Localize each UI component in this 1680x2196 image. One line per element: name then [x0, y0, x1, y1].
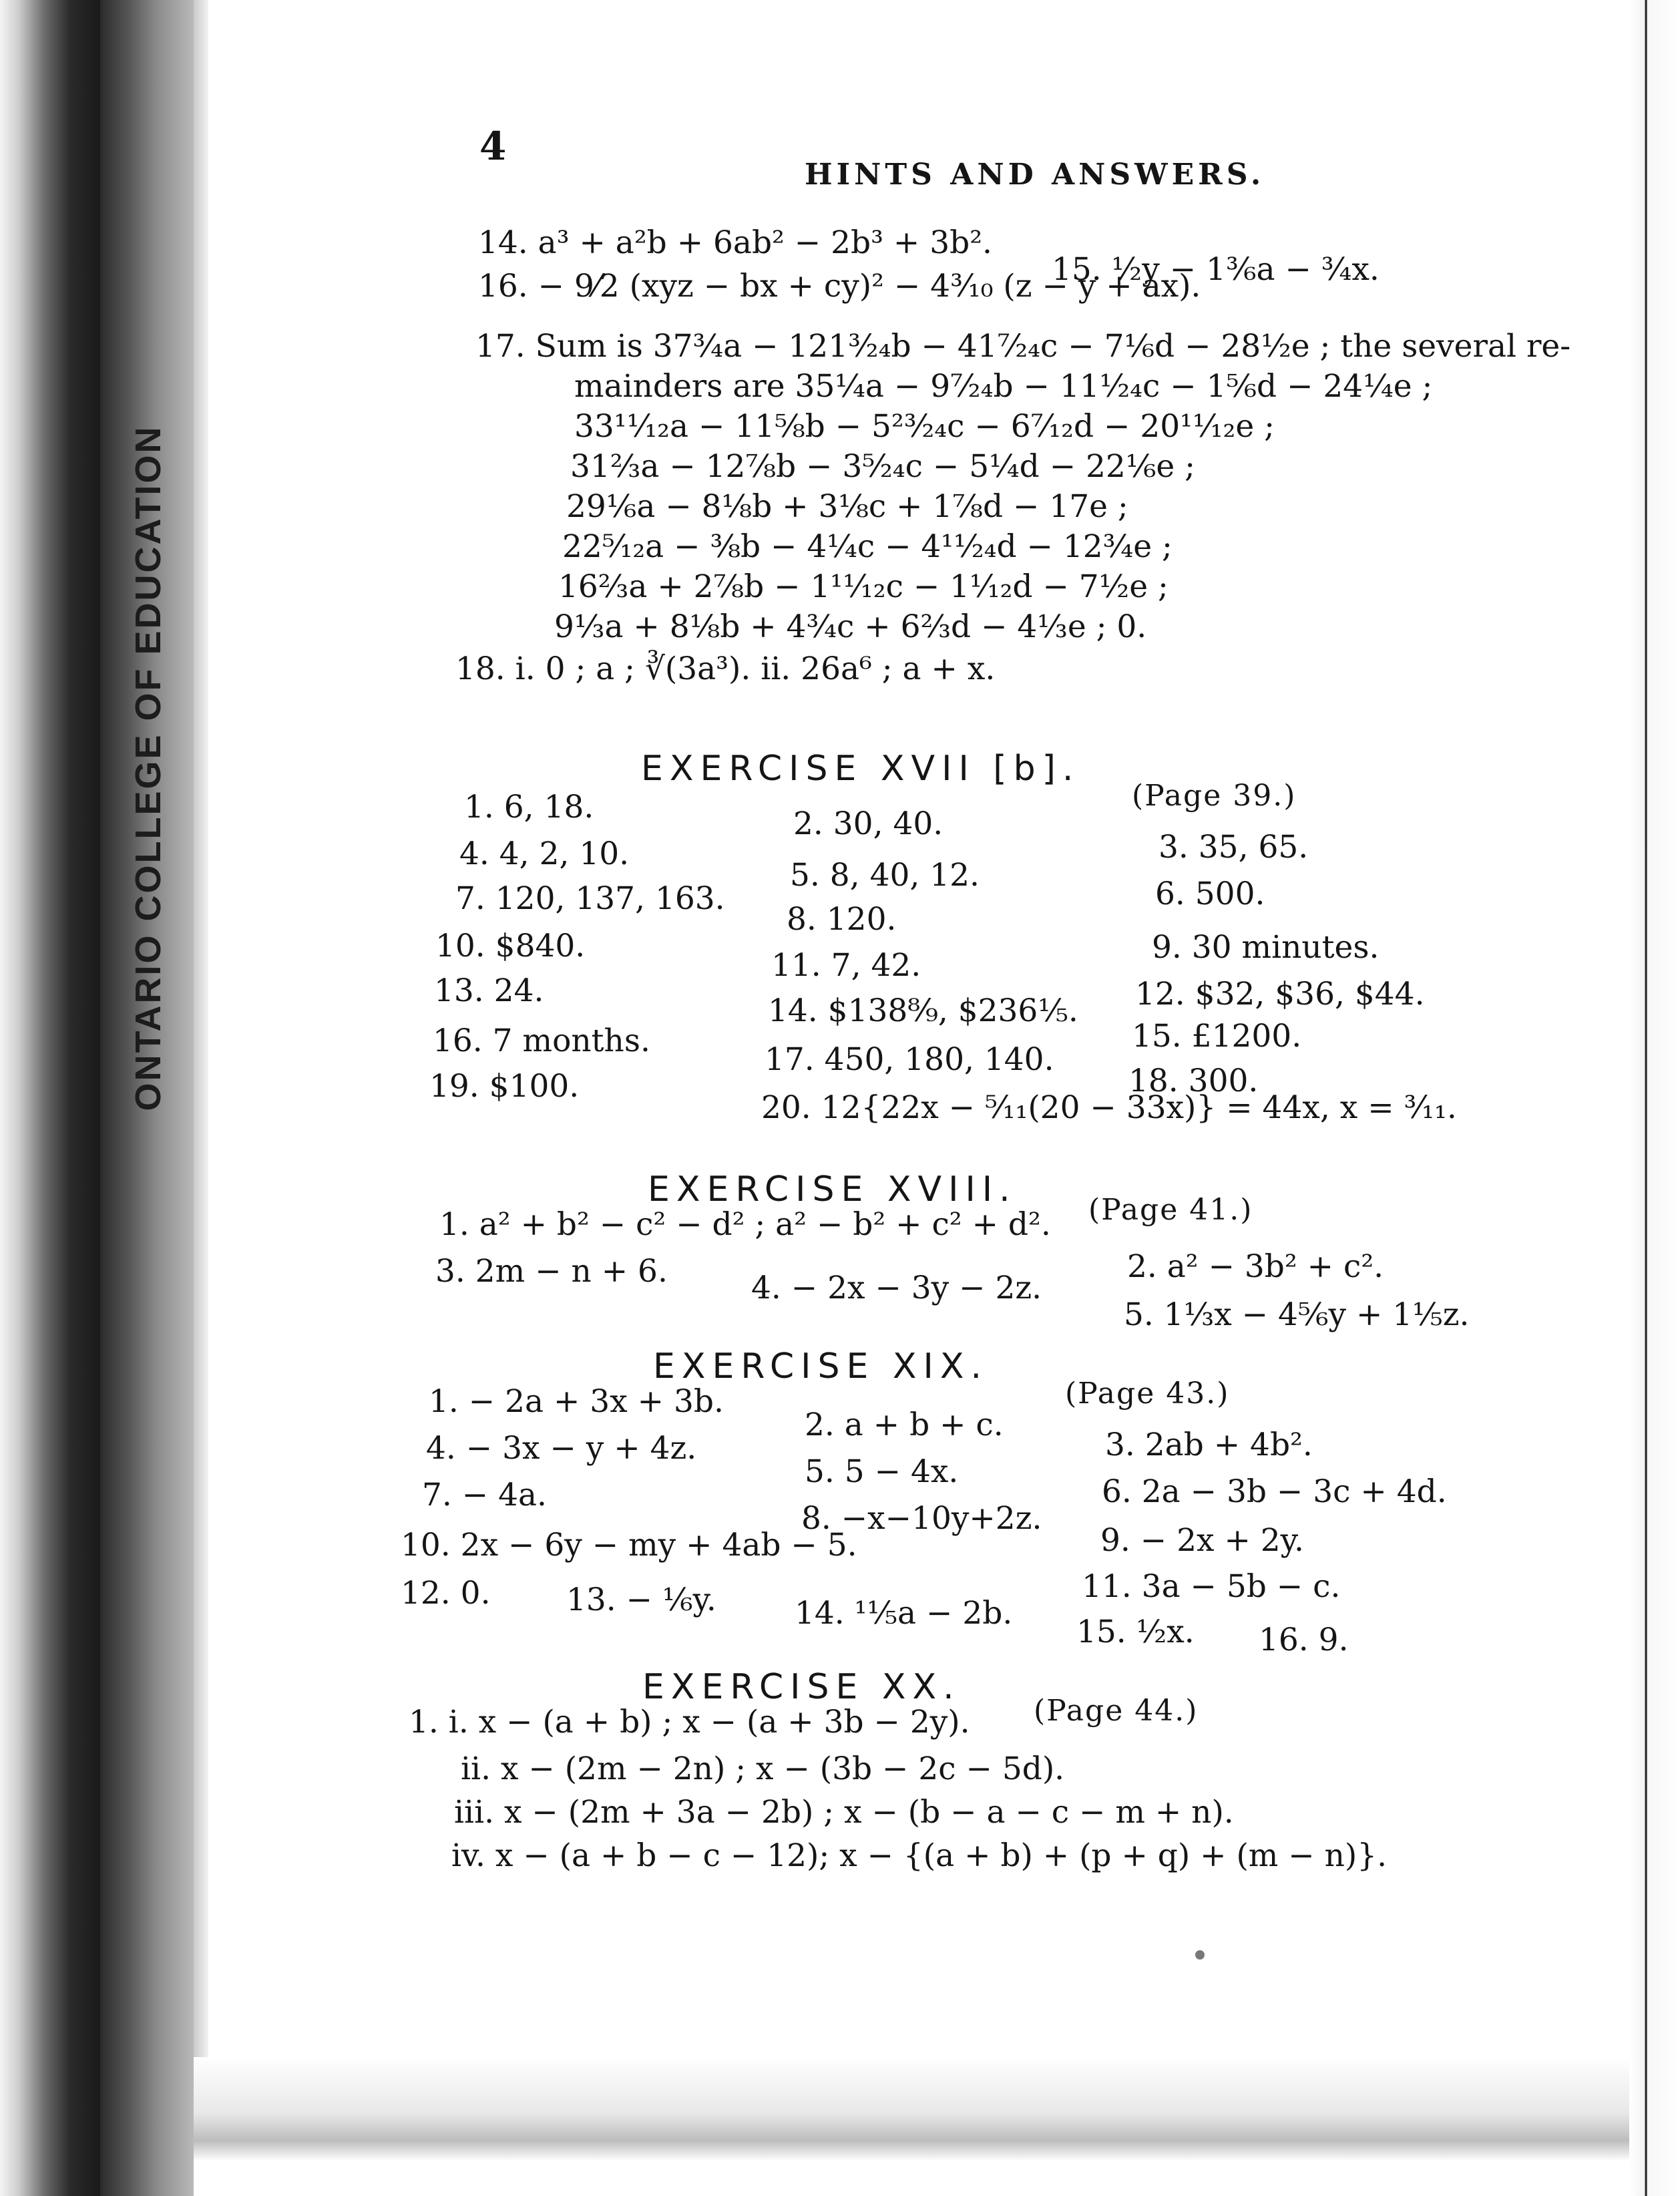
- answer-17-remainder-2: 33¹¹⁄₁₂a − 11⅝b − 5²³⁄₂₄c − 6⁷⁄₁₂d − 20¹¹⁄₁₂e ;: [574, 408, 1275, 445]
- ex20-answer-1-iv: iv. x − (a + b − c − 12); x − {(a + b) + (p + q) + (m − n)}.: [451, 1837, 1388, 1874]
- ex20-answer-1-i: 1. i. x − (a + b) ; x − (a + 3b − 2y).: [409, 1704, 970, 1741]
- ex17-answer-6: 6. 500.: [1155, 876, 1265, 912]
- answer-17-remainder-1: mainders are 35¼a − 9⁷⁄₂₄b − 11¹⁄₂₄c − 1⅚d − 24¼e ;: [574, 368, 1433, 405]
- ex17-answer-8: 8. 120.: [787, 901, 897, 938]
- ex19-answer-2: 2. a + b + c.: [805, 1407, 1004, 1443]
- answer-17-remainder-6: 16⅔a + 2⅞b − 1¹¹⁄₁₂c − 1¹⁄₁₂d − 7½e ;: [558, 568, 1169, 605]
- ex19-answer-13: 13. − ⅙y.: [566, 1582, 716, 1618]
- ex18-answer-1: 1. a² + b² − c² − d² ; a² − b² + c² + d².: [439, 1206, 1051, 1243]
- ex19-answer-7: 7. − 4a.: [422, 1477, 547, 1513]
- exercise-19-page-ref: (Page 43.): [1065, 1377, 1230, 1411]
- ex17-answer-13: 13. 24.: [434, 972, 544, 1009]
- ex19-answer-9: 9. − 2x + 2y.: [1100, 1522, 1304, 1559]
- ex19-answer-15: 15. ½x.: [1076, 1614, 1195, 1650]
- ex19-answer-3: 3. 2ab + 4b².: [1105, 1427, 1313, 1463]
- ex17-answer-7: 7. 120, 137, 163.: [455, 880, 725, 917]
- exercise-18-heading: EXERCISE XVIII.: [648, 1169, 1017, 1210]
- answer-18: 18. i. 0 ; a ; ∛(3a³). ii. 26a⁶ ; a + x.: [455, 651, 996, 687]
- ex20-answer-1-ii: ii. x − (2m − 2n) ; x − (3b − 2c − 5d).: [461, 1751, 1065, 1787]
- ex17-answer-15: 15. £1200.: [1132, 1018, 1302, 1055]
- binding-shadow: [0, 0, 100, 2196]
- exercise-20-page-ref: (Page 44.): [1034, 1694, 1199, 1728]
- ex20-answer-1-iii: iii. x − (2m + 3a − 2b) ; x − (b − a − c − m + n).: [454, 1794, 1234, 1831]
- answer-15: 15. ½y − 1³⁄₆a − ¾x.: [1052, 251, 1380, 288]
- ex17-answer-12: 12. $32, $36, $44.: [1135, 976, 1425, 1013]
- ex17-answer-2: 2. 30, 40.: [793, 805, 943, 842]
- answer-16: 16. − 9⁄2 (xyz − bx + cy)² − 4³⁄₁₀ (z − y + ax).: [478, 268, 1201, 305]
- ex18-answer-2: 2. a² − 3b² + c².: [1127, 1248, 1384, 1285]
- ex17-answer-3: 3. 35, 65.: [1159, 829, 1309, 866]
- ink-speck: [1195, 1950, 1205, 1960]
- exercise-17-page-ref: (Page 39.): [1132, 779, 1297, 813]
- exercise-20-heading: EXERCISE XX.: [642, 1667, 961, 1707]
- ex19-answer-1: 1. − 2a + 3x + 3b.: [429, 1383, 724, 1420]
- exercise-19-heading: EXERCISE XIX.: [653, 1346, 989, 1387]
- answer-17-remainder-3: 31⅔a − 12⅞b − 3⁵⁄₂₄c − 5¼d − 22⅙e ;: [570, 448, 1195, 485]
- ex18-answer-5: 5. 1⅓x − 4⅚y + 1⅕z.: [1124, 1296, 1470, 1333]
- right-page-edge: [1629, 0, 1680, 2196]
- ex17-answer-18: 18. 300.: [1128, 1063, 1259, 1099]
- page-number: 4: [479, 124, 507, 169]
- bottom-page-edge: [194, 2057, 1629, 2196]
- answer-17-remainder-4: 29⅙a − 8⅛b + 3⅛c + 1⅞d − 17e ;: [566, 488, 1128, 525]
- ex17-answer-1: 1. 6, 18.: [464, 789, 594, 826]
- exercise-17-heading: EXERCISE XVII [b].: [641, 749, 1080, 789]
- ex19-answer-12: 12. 0.: [401, 1575, 491, 1612]
- ex17-answer-20: 20. 12{22x − ⁵⁄₁₁(20 − 33x)} = 44x, x = ³⁄₁₁.: [761, 1089, 1457, 1126]
- answer-17-sum: 17. Sum is 37¾a − 121³⁄₂₄b − 41⁷⁄₂₄c − 7⅙d − 28½e ; the several re-: [475, 328, 1571, 365]
- ex19-answer-11: 11. 3a − 5b − c.: [1082, 1568, 1341, 1605]
- ex17-answer-11: 11. 7, 42.: [771, 947, 921, 984]
- running-head: HINTS AND ANSWERS.: [805, 158, 1265, 192]
- ex19-answer-8: 8. −x−10y+2z.: [801, 1500, 1042, 1537]
- exercise-18-page-ref: (Page 41.): [1088, 1193, 1253, 1227]
- answer-14: 14. a³ + a²b + 6ab² − 2b³ + 3b².: [478, 224, 992, 261]
- ex19-answer-4: 4. − 3x − y + 4z.: [426, 1430, 697, 1467]
- ex17-answer-10: 10. $840.: [435, 928, 586, 964]
- ex17-answer-16: 16. 7 months.: [433, 1023, 650, 1059]
- ex17-answer-4: 4. 4, 2, 10.: [459, 836, 630, 872]
- ex17-answer-9: 9. 30 minutes.: [1152, 929, 1380, 966]
- ex18-answer-3: 3. 2m − n + 6.: [435, 1253, 668, 1290]
- ex18-answer-4: 4. − 2x − 3y − 2z.: [751, 1270, 1042, 1306]
- page-edge: [194, 0, 208, 2196]
- ex19-answer-16: 16. 9.: [1259, 1622, 1349, 1658]
- ex17-answer-5: 5. 8, 40, 12.: [790, 857, 980, 894]
- ex17-answer-17: 17. 450, 180, 140.: [765, 1041, 1054, 1078]
- ex17-answer-19: 19. $100.: [429, 1068, 580, 1105]
- ex17-answer-14: 14. $138⁸⁄₉, $236⅕.: [768, 992, 1078, 1029]
- ex19-answer-10: 10. 2x − 6y − my + 4ab − 5.: [401, 1527, 857, 1564]
- answer-17-remainder-5: 22⁵⁄₁₂a − ⅜b − 4¼c − 4¹¹⁄₂₄d − 12¾e ;: [562, 528, 1173, 565]
- ex19-answer-5: 5. 5 − 4x.: [805, 1453, 959, 1490]
- ex19-answer-6: 6. 2a − 3b − 3c + 4d.: [1102, 1473, 1447, 1510]
- answer-17-remainder-7: 9⅓a + 8⅛b + 4¾c + 6⅔d − 4⅓e ; 0.: [554, 608, 1147, 645]
- ex19-answer-14: 14. ¹¹⁄₅a − 2b.: [795, 1595, 1013, 1632]
